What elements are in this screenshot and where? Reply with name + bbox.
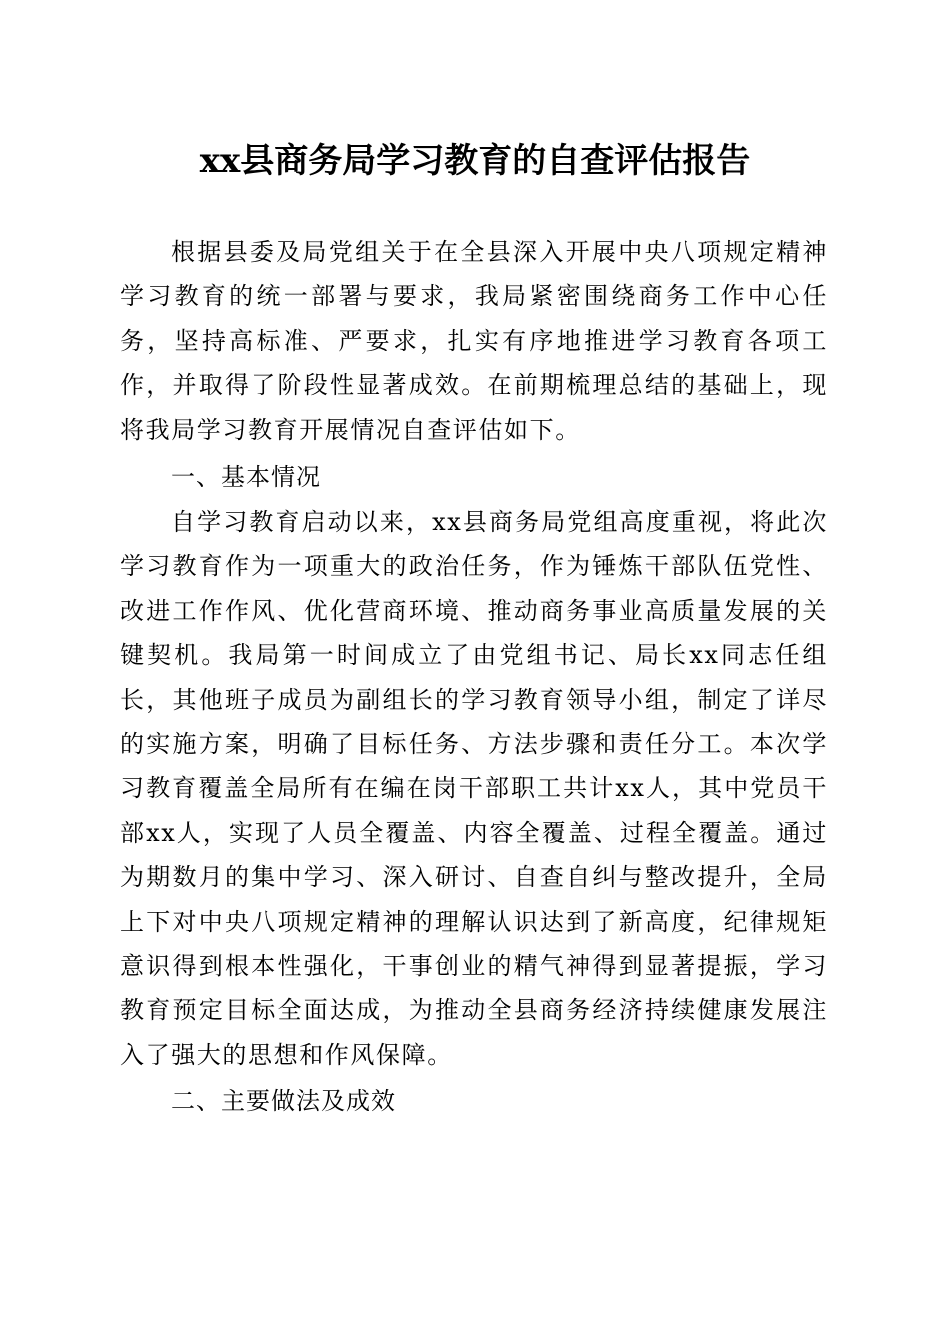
section-heading-main-practices: 二、主要做法及成效: [171, 1087, 396, 1115]
basic-situation-paragraph: 自学习教育启动以来，xx县商务局党组高度重视，将此次学习教育作为一项重大的政治任务，作为锤炼干部队伍党性、改进工作作风、优化营商环境、推动商务事业高质量发展的关键契机。我局第一时间成立了由党组书记、局长xx同志任组长，其他班子成员为副组长的学习教育领导小组，制定了详尽的实施方案，明确了目标任务、方法步骤和责任分工。本次学习教育覆盖全局所有在编在岗干部职工共计xx人，其中党员干部xx人，实现了人员全覆盖、内容全覆盖、过程全覆盖。通过为期数月的集中学习、深入研讨、自查自纠与整改提升，全局上下对中央八项规定精神的理解认识达到了新高度，纪律规矩意识得到根本性强化，干事创业的精气神得到显著提振，学习教育预定目标全面达成，为推动全县商务经济持续健康发展注入了强大的思想和作风保障。: [120, 508, 828, 1069]
section-heading-basic-situation: 一、基本情况: [171, 463, 321, 491]
intro-paragraph: 根据县委及局党组关于在全县深入开展中央八项规定精神学习教育的统一部署与要求，我局紧密围绕商务工作中心任务，坚持高标准、严要求，扎实有序地推进学习教育各项工作，并取得了阶段性显著成效。在前期梳理总结的基础上，现将我局学习教育开展情况自查评估如下。: [120, 238, 828, 444]
document-title: xx县商务局学习教育的自查评估报告: [199, 141, 751, 181]
